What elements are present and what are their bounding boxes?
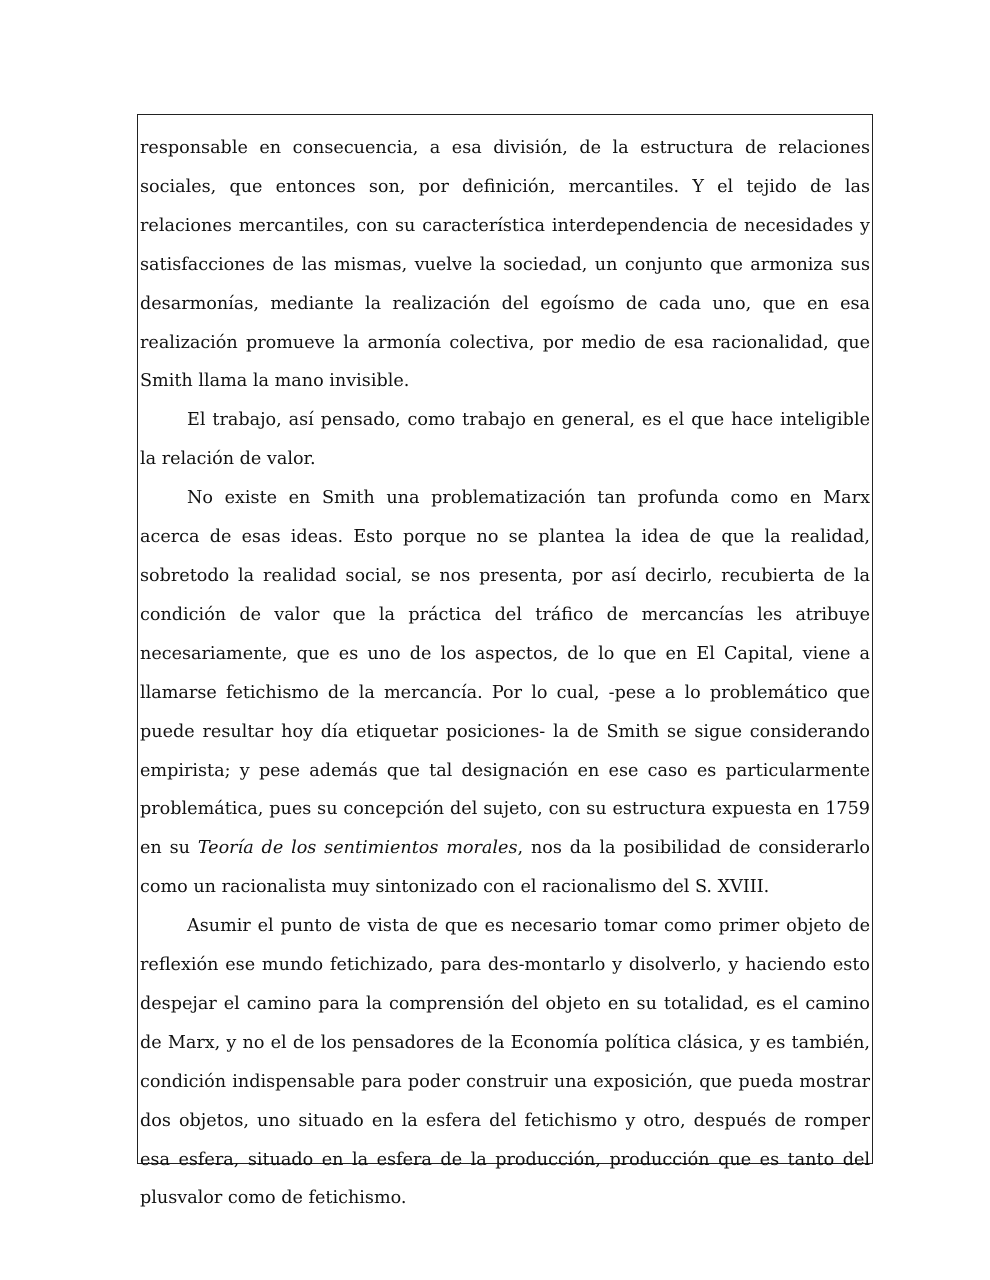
paragraph-3 [140,479,870,907]
paragraph-3-text-end: , nos da la posibilidad de considerarlo como un racionalista muy sintonizado con el racionalismo del S. XVIII. [140,838,870,898]
paragraph-3-text-start: No existe en Smith una problematización tan profunda como en Marx acerca de esas ideas. Esto porque no se plantea la idea de que la realidad, sobretodo la realidad social, se nos presenta, por así decirlo, recubierta de la condición de valor que la práctica del tráfico de mercancías les atribuye necesariamente, que es uno de los aspectos, de lo que en El Capital, viene a llamarse fetichismo de la mercancía. Por lo cual, -pese a lo problemático que puede resultar hoy día etiquetar posiciones- la de Smith se sigue considerando empirista; y pese además que tal designación en ese caso es particularmente problemática, pues su concepción del sujeto, con su estructura expuesta en 1759 en su [140,488,870,859]
paragraph-1 [140,129,870,401]
paragraph-4 [140,907,870,1218]
paragraph-2-text: El trabajo, así pensado, como trabajo en general, es el que hace inteligible la relación de valor. [140,410,870,470]
paragraph-1-text: responsable en consecuencia, a esa división, de la estructura de relaciones sociales, que entonces son, por definición, mercantiles. Y el tejido de las relaciones mercantiles, con su característica interdependencia de necesidades y satisfacciones de las mismas, vuelve la sociedad, un conjunto que armoniza sus desarmonías, mediante la realización del egoísmo de cada uno, que en esa realización promueve la armonía colectiva, por medio de esa racionalidad, que Smith llama la mano invisible. [140,138,870,392]
book-title: Teoría de los sentimientos morales [197,838,518,859]
page-text-frame [137,114,873,1209]
paragraph-4-text: Asumir el punto de vista de que es necesario tomar como primer objeto de reflexión ese mundo fetichizado, para des-montarlo y disolverlo, y haciendo esto despejar el camino para la comprensión del objeto en su totalidad, es el camino de Marx, y no el de los pensadores de la Economía política clásica, y es también, condición indispensable para poder construir una exposición, que pueda mostrar dos objetos, uno situado en la esfera del fetichismo y otro, después de romper esa esfera, situado en la esfera de la producción, producción que es tanto del plusvalor como de fetichismo. [140,916,870,1209]
paragraph-2 [140,401,870,479]
